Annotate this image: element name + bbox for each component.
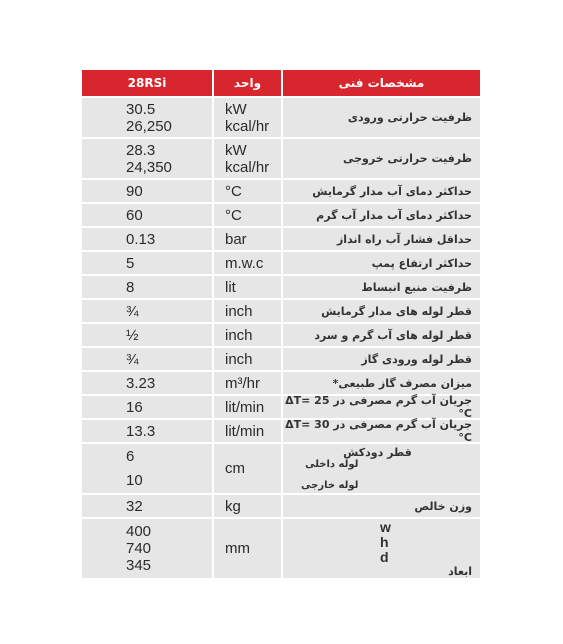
table-row xyxy=(82,98,480,137)
table-row xyxy=(82,519,480,578)
unit-cell: kg xyxy=(214,495,281,517)
table-row xyxy=(82,495,480,517)
dim-letter: h xyxy=(380,533,389,550)
table-row xyxy=(82,300,480,322)
table-row xyxy=(82,276,480,298)
dim-letter: d xyxy=(380,548,389,565)
table-header xyxy=(82,70,480,96)
value-cell: 0.13 xyxy=(82,228,212,250)
value-cell: 60 xyxy=(82,204,212,226)
value-cell: ¾ xyxy=(82,300,212,322)
table-row xyxy=(82,252,480,274)
unit-cell: lit/min xyxy=(214,420,281,442)
value-cell: 28.3 xyxy=(126,141,156,159)
unit-cell: mm xyxy=(214,519,281,578)
value-cell: 8 xyxy=(82,276,212,298)
dim-letter: w xyxy=(380,518,391,535)
spec-cell: حداقل فشار آب راه انداز xyxy=(283,228,480,250)
value-cell: 13.3 xyxy=(82,420,212,442)
unit-cell: m³/hr xyxy=(214,372,281,394)
spec-table xyxy=(82,70,480,578)
spec-cell: حداکثر دمای آب مدار آب گرم xyxy=(283,204,480,226)
unit-cell: m.w.c xyxy=(214,252,281,274)
unit-cell: kW xyxy=(225,100,247,118)
unit-cell: lit/min xyxy=(214,396,281,418)
spec-cell: حداکثر دمای آب مدار گرمایش xyxy=(283,180,480,202)
value-cell: 90 xyxy=(82,180,212,202)
spec-cell: ظرفیت حرارتی خروجی xyxy=(283,139,480,178)
value-cell: ¾ xyxy=(82,348,212,370)
unit-cell: lit xyxy=(214,276,281,298)
flue-inner-label: لوله داخلی xyxy=(305,459,359,470)
table-row xyxy=(82,348,480,370)
value-cell: 5 xyxy=(82,252,212,274)
unit-cell: kcal/hr xyxy=(225,158,270,176)
table-row xyxy=(82,396,480,418)
value-cell: 16 xyxy=(82,396,212,418)
spec-cell: جریان آب گرم مصرفی در xyxy=(333,418,472,431)
unit-header: واحد xyxy=(214,70,281,96)
table-row xyxy=(82,228,480,250)
value-cell: 10 xyxy=(126,472,143,489)
spec-cell: حداکثر ارتفاع پمپ xyxy=(283,252,480,274)
table-row xyxy=(82,139,480,178)
value-cell: 6 xyxy=(126,448,135,465)
unit-cell: cm xyxy=(214,444,281,493)
spec-cell: وزن خالص xyxy=(283,495,480,517)
delta-t-label: ΔT= 25 °C xyxy=(285,394,472,420)
unit-cell: inch xyxy=(214,324,281,346)
value-cell: 400 xyxy=(126,523,152,540)
table-row xyxy=(82,204,480,226)
table-row xyxy=(82,420,480,442)
unit-cell: kcal/hr xyxy=(225,117,270,135)
table-row xyxy=(82,372,480,394)
table-row xyxy=(82,324,480,346)
value-cell: 26,250 xyxy=(126,117,172,135)
spec-cell: قطر لوله ورودی گاز xyxy=(283,348,480,370)
table-row xyxy=(82,180,480,202)
delta-t-label: ΔT= 30 °C xyxy=(285,418,472,444)
spec-cell: میزان مصرف گاز طبیعی* xyxy=(283,372,480,394)
unit-cell: inch xyxy=(214,300,281,322)
value-cell: 24,350 xyxy=(126,158,172,176)
value-cell: 32 xyxy=(82,495,212,517)
model-header: 28RSi xyxy=(82,70,212,96)
table-row xyxy=(82,444,480,493)
spec-cell: قطر لوله های مدار گرمایش xyxy=(283,300,480,322)
flue-outer-label: لوله خارجی xyxy=(301,480,359,491)
spec-cell: قطر دودکش xyxy=(343,446,412,459)
unit-cell: °C xyxy=(214,180,281,202)
spec-cell: جریان آب گرم مصرفی در xyxy=(333,394,472,407)
value-cell: 3.23 xyxy=(82,372,212,394)
value-cell: 30.5 xyxy=(126,100,156,118)
unit-cell: inch xyxy=(214,348,281,370)
value-cell: ½ xyxy=(82,324,212,346)
spec-cell: قطر لوله های آب گرم و سرد xyxy=(283,324,480,346)
value-cell: 345 xyxy=(126,557,152,574)
spec-cell: ابعاد xyxy=(448,564,472,578)
value-cell: 740 xyxy=(126,540,152,557)
spec-cell: ظرفیت حرارتی ورودی xyxy=(283,98,480,137)
unit-cell: °C xyxy=(214,204,281,226)
spec-header: مشخصات فنی xyxy=(283,70,480,96)
unit-cell: kW xyxy=(225,141,247,159)
spec-cell: ظرفیت منبع انبساط xyxy=(283,276,480,298)
unit-cell: bar xyxy=(214,228,281,250)
